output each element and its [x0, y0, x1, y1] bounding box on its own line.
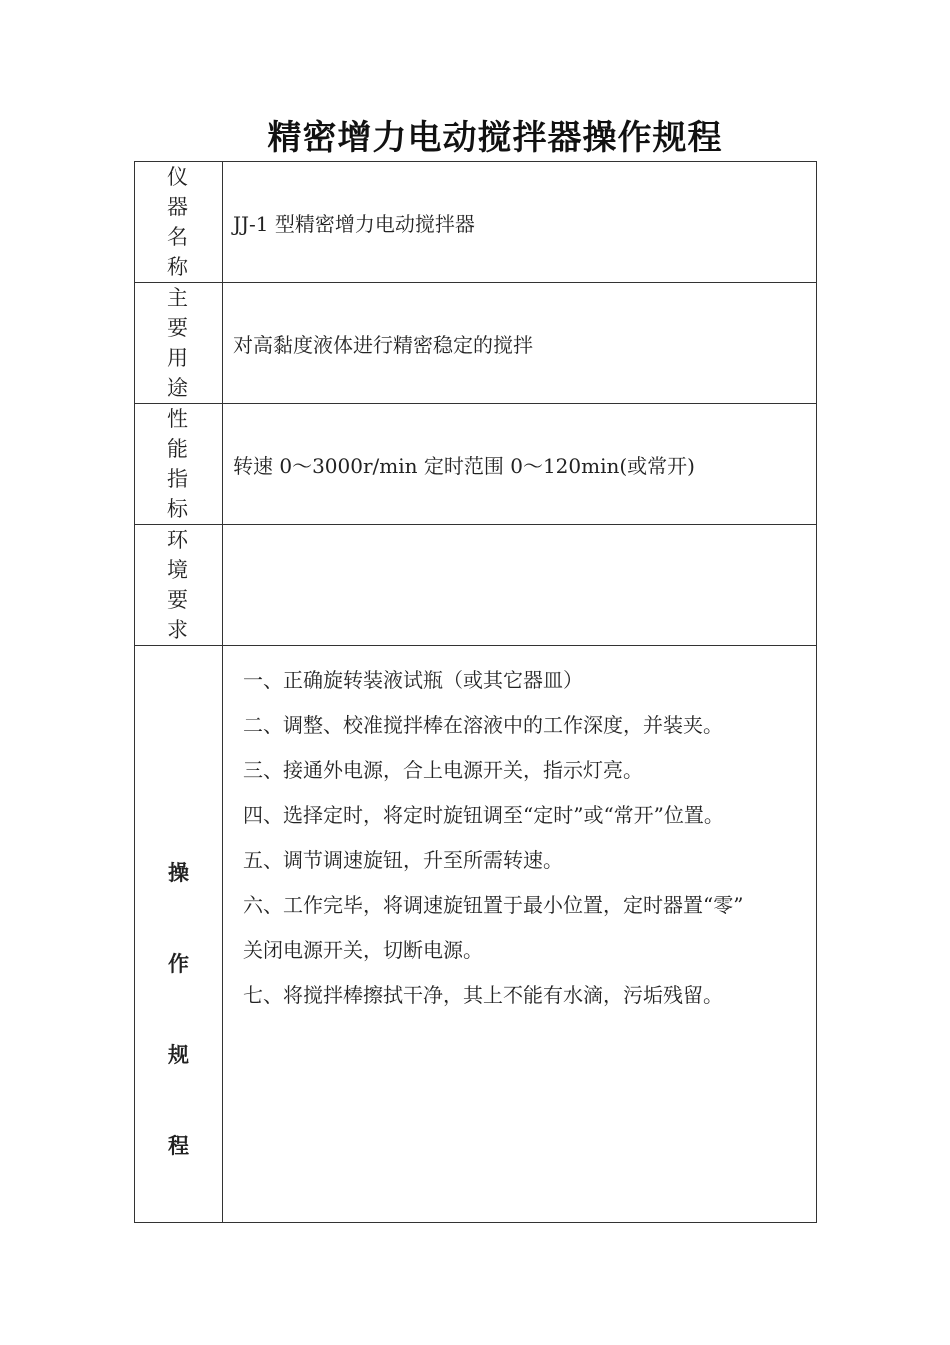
row-label-line: 用 途	[167, 346, 200, 400]
procedure-steps	[223, 646, 817, 1223]
procedure-label-char: 程	[168, 1133, 189, 1158]
procedure-step: 三、接通外电源，合上电源开关，指示灯亮。	[243, 758, 643, 782]
table-row	[135, 525, 817, 646]
procedure-step: 七、将搅拌棒擦拭干净，其上不能有水滴，污垢残留。	[243, 983, 723, 1007]
procedure-step: 五、调节调速旋钮，升至所需转速。	[243, 848, 563, 872]
procedure-label-char: 规	[168, 1042, 189, 1067]
environment-value	[223, 525, 817, 646]
row-label	[135, 525, 223, 646]
row-label	[135, 283, 223, 404]
procedure-step: 一、正确旋转装液试瓶（或其它器皿）	[243, 668, 583, 692]
performance-value: 转速 0～3000r/min 定时范围 0～120min(或常开)	[223, 404, 817, 525]
table-row	[135, 404, 817, 525]
row-label	[135, 404, 223, 525]
procedure-step: 六、工作完毕，将调速旋钮置于最小位置，定时器置“零”	[243, 893, 744, 917]
procedure-table	[134, 161, 817, 1223]
row-label-line: 名 称	[167, 225, 200, 279]
procedure-step: 关闭电源开关，切断电源。	[243, 938, 483, 962]
procedure-step: 四、选择定时，将定时旋钮调至“定时”或“常开”位置。	[243, 803, 724, 827]
row-label-line: 性 能	[167, 407, 200, 461]
procedure-step: 二、调整、校准搅拌棒在溶液中的工作深度，并装夹。	[243, 713, 723, 737]
row-label-line: 指 标	[167, 467, 200, 521]
row-label-line: 主 要	[167, 286, 200, 340]
document-title: 精密增力电动搅拌器操作规程	[267, 118, 723, 158]
procedure-label	[135, 646, 223, 1223]
instrument-name-value: JJ-1 型精密增力电动搅拌器	[223, 162, 817, 283]
table-row	[135, 162, 817, 283]
procedure-label-char: 作	[168, 951, 189, 976]
row-label-line: 环 境	[167, 528, 200, 582]
row-label-line: 要 求	[167, 588, 200, 642]
table-row	[135, 646, 817, 1223]
table-row	[135, 283, 817, 404]
row-label	[135, 162, 223, 283]
procedure-label-char: 操	[168, 860, 189, 885]
main-use-value: 对高黏度液体进行精密稳定的搅拌	[223, 283, 817, 404]
row-label-line: 仪 器	[167, 165, 200, 219]
